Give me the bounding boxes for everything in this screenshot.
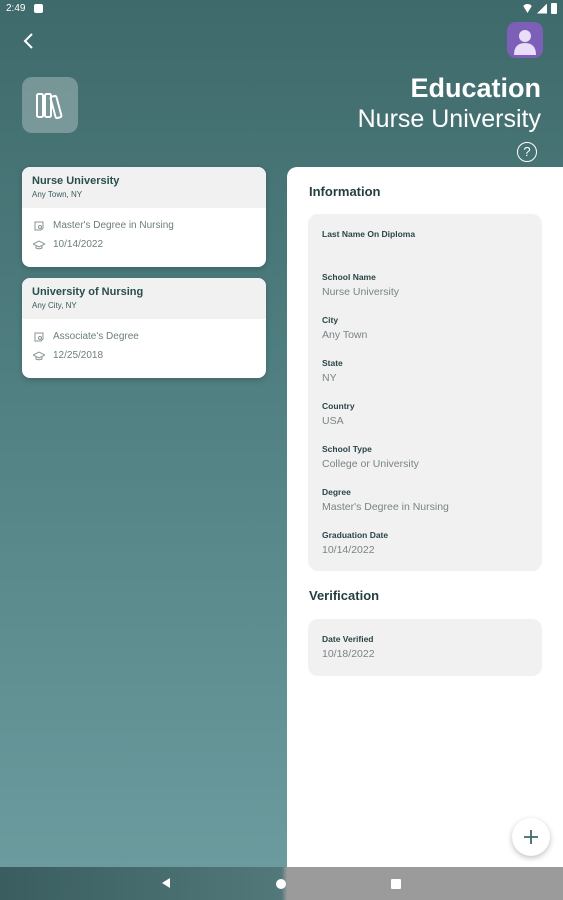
field-label: State xyxy=(322,358,343,368)
avatar-icon xyxy=(510,25,540,55)
books-icon xyxy=(22,77,78,133)
graduation-cap-icon xyxy=(32,239,46,251)
card-degree: Associate's Degree xyxy=(53,331,139,342)
field-school-name xyxy=(322,272,399,298)
field-country xyxy=(322,401,355,427)
field-label: City xyxy=(322,315,339,325)
field-value: Master's Degree in Nursing xyxy=(322,501,449,513)
education-card[interactable] xyxy=(22,278,266,378)
title-block xyxy=(358,72,541,134)
card-degree-row xyxy=(22,327,266,346)
page-subtitle: Nurse University xyxy=(357,105,541,133)
wifi-icon xyxy=(522,4,533,13)
page-title: Education xyxy=(410,73,541,103)
field-label: Country xyxy=(322,401,355,411)
card-header xyxy=(22,167,266,208)
plus-icon xyxy=(522,828,540,846)
card-school-name: University of Nursing xyxy=(32,286,144,298)
nav-recent-icon[interactable] xyxy=(391,879,401,889)
field-value: College or University xyxy=(322,458,419,470)
card-location: Any City, NY xyxy=(32,301,77,310)
nav-home-icon[interactable] xyxy=(276,879,286,889)
status-time: 2:49 xyxy=(6,3,26,14)
battery-icon xyxy=(551,3,557,14)
field-value: Nurse University xyxy=(322,286,400,298)
detail-panel xyxy=(287,167,563,867)
card-date: 10/14/2022 xyxy=(53,239,104,250)
field-label: School Name xyxy=(322,272,376,282)
back-arrow-icon xyxy=(22,33,36,49)
signal-icon xyxy=(537,4,547,14)
add-button[interactable] xyxy=(512,818,550,856)
status-icons xyxy=(522,3,557,14)
graduation-cap-icon xyxy=(32,350,46,362)
field-degree xyxy=(322,487,449,513)
field-label: School Type xyxy=(322,444,372,454)
field-label: Degree xyxy=(322,487,351,497)
back-button[interactable] xyxy=(16,28,42,54)
help-icon[interactable]: ? xyxy=(517,142,537,162)
card-body xyxy=(22,208,266,254)
field-label: Last Name On Diploma xyxy=(322,229,416,239)
card-degree: Master's Degree in Nursing xyxy=(53,220,174,231)
field-graduation-date xyxy=(322,530,388,556)
field-value: Any Town xyxy=(322,329,368,341)
nav-bar xyxy=(0,867,563,900)
field-state xyxy=(322,358,343,384)
field-date-verified xyxy=(322,634,375,660)
card-header xyxy=(22,278,266,319)
card-date: 12/25/2018 xyxy=(53,350,104,361)
field-school-type xyxy=(322,444,419,470)
field-value: USA xyxy=(322,415,344,427)
information-title: Information xyxy=(309,184,381,199)
verification-title: Verification xyxy=(309,588,380,603)
card-date-row xyxy=(22,346,266,365)
field-value: 10/14/2022 xyxy=(322,544,375,556)
card-date-row xyxy=(22,235,266,254)
field-value: NY xyxy=(322,372,337,384)
diploma-icon xyxy=(32,220,46,232)
notification-icon xyxy=(34,4,43,13)
card-location: Any Town, NY xyxy=(32,190,83,199)
education-card[interactable] xyxy=(22,167,266,267)
verification-box xyxy=(308,619,542,676)
card-school-name: Nurse University xyxy=(32,175,120,187)
avatar[interactable] xyxy=(507,22,543,58)
field-value: 10/18/2022 xyxy=(322,648,375,660)
card-degree-row xyxy=(22,216,266,235)
field-label: Date Verified xyxy=(322,634,374,644)
card-body xyxy=(22,319,266,365)
information-box xyxy=(308,214,542,571)
field-label: Graduation Date xyxy=(322,530,389,540)
field-last-name xyxy=(322,229,415,243)
diploma-icon xyxy=(32,331,46,343)
field-city xyxy=(322,315,367,341)
status-bar xyxy=(0,0,563,18)
nav-back-icon[interactable] xyxy=(160,877,172,889)
